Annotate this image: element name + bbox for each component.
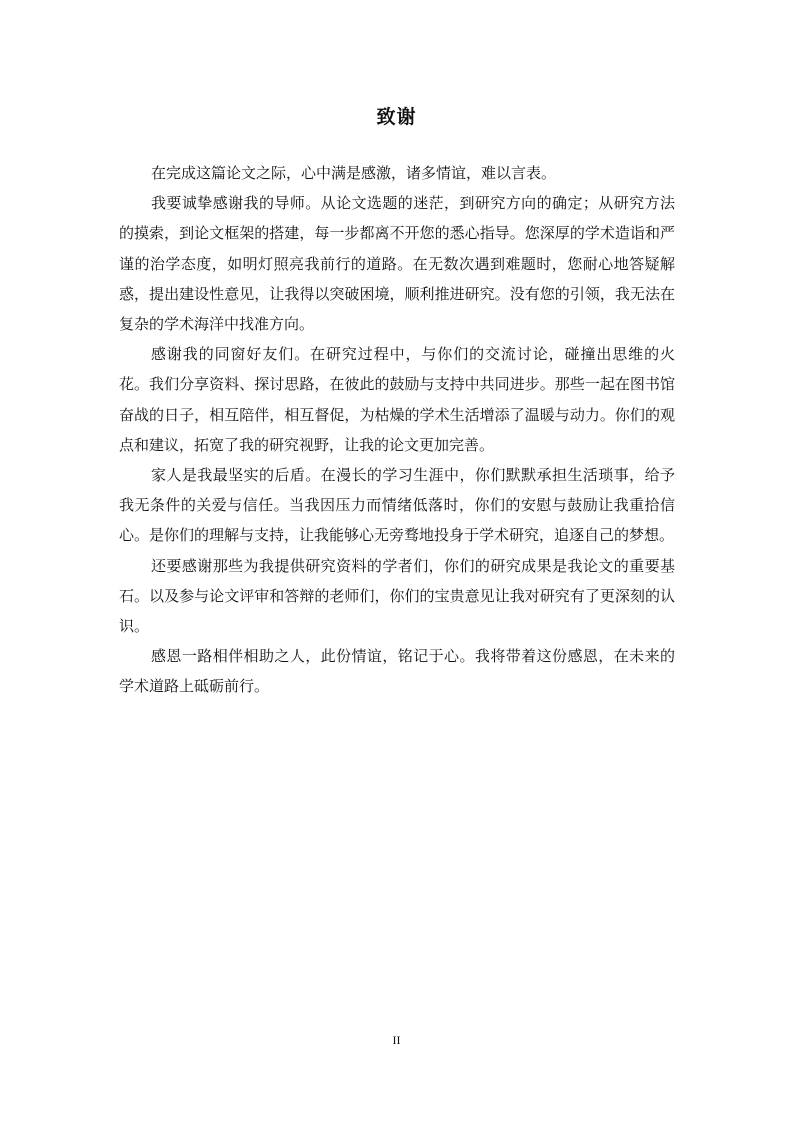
paragraph-opening: 在完成这篇论文之际，心中满是感激，诸多情谊，难以言表。 bbox=[151, 164, 557, 182]
paragraph-family: 家人是我最坚实的后盾。在漫长的学习生涯中，你们默默承担生活琐事，给予我无条件的关爱与信任。当我因压力而情绪低落时，你们的安慰与鼓励让我重拾信心。是你们的理解与支持，让我能够心无旁骛地投身于学术研究，追逐自己的梦想。 bbox=[119, 466, 675, 545]
paragraph-closing: 感恩一路相伴相助之人，此份情谊，铭记于心。我将带着这份感恩，在未来的学术道路上砥砺前行。 bbox=[119, 647, 675, 696]
paragraph-advisor: 我要诚挚感谢我的导师。从论文选题的迷茫，到研究方向的确定；从研究方法的摸索，到论文框架的搭建，每一步都离不开您的悉心指导。您深厚的学术造诣和严谨的治学态度，如明灯照亮我前行的道路。在无数次遇到难题时，您耐心地答疑解惑，提出建设性意见，让我得以突破困境，顺利推进研究。没有您的引领，我无法在复杂的学术海洋中找准方向。 bbox=[119, 194, 675, 334]
acknowledgements-body bbox=[119, 158, 675, 702]
paragraph-classmates: 感谢我的同窗好友们。在研究过程中，与你们的交流讨论，碰撞出思维的火花。我们分享资料、探讨思路，在彼此的鼓励与支持中共同进步。那些一起在图书馆奋战的日子，相互陪伴，相互督促，为枯燥的学术生活增添了温暖与动力。你们的观点和建议，拓宽了我的研究视野，让我的论文更加完善。 bbox=[119, 345, 675, 454]
page-title: 致谢 bbox=[376, 106, 417, 128]
paragraph-scholars: 还要感谢那些为我提供研究资料的学者们，你们的研究成果是我论文的重要基石。以及参与论文评审和答辩的老师们，你们的宝贵意见让我对研究有了更深刻的认识。 bbox=[119, 556, 675, 636]
page-number: II bbox=[392, 1033, 401, 1047]
